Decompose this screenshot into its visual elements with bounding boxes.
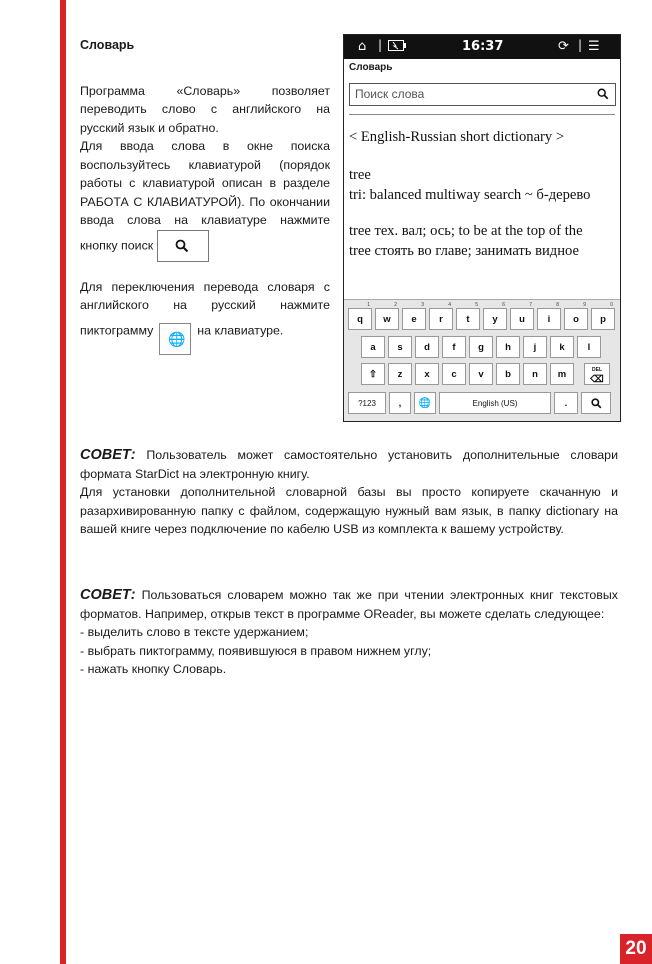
key-f[interactable]: f [442, 336, 466, 358]
divider-icon: | [378, 38, 383, 52]
keyboard-row-3 [344, 363, 620, 387]
key-number-hint: 0 [610, 302, 613, 308]
tip-label: СОВЕТ: [80, 447, 136, 463]
divider-icon-2: | [578, 38, 583, 52]
result-line: tree тех. вал; ось; to be at the top of the [349, 223, 583, 239]
intro-paragraph: Программа «Словарь» позволяет переводить слово с английского на русский язык и обратно. [80, 83, 330, 135]
keyboard-row-1 [344, 302, 620, 332]
key-c[interactable]: c [442, 363, 466, 385]
dictionary-result [344, 127, 620, 261]
key-b[interactable]: b [496, 363, 520, 385]
key-e[interactable]: 3 e [402, 308, 426, 330]
language-switch-text-end: на клавиатуре. [197, 322, 284, 337]
key-i[interactable]: 8 i [537, 308, 561, 330]
result-divider [349, 114, 615, 115]
app-title: Словарь [349, 62, 393, 73]
tip-block-2 [80, 586, 618, 679]
tip-block-1 [80, 446, 618, 539]
delete-key-label: DEL [592, 367, 602, 373]
tip-2-list-item: - выбрать пиктограмму, появившуюся в правом нижнем углу; [80, 643, 432, 658]
tip-1-paragraph [80, 446, 618, 483]
status-bar [344, 35, 620, 59]
search-icon [591, 398, 602, 409]
tip-2-list-item: - выделить слово в тексте удержанием; [80, 625, 309, 639]
page-number: 20 [620, 934, 652, 964]
key-number-hint: 5 [475, 302, 478, 308]
key-number-hint: 8 [556, 302, 559, 308]
key-w[interactable]: 2 w [375, 308, 399, 330]
key-p[interactable]: 0 p [591, 308, 615, 330]
result-line: tri: balanced multiway search ~ б-дерево [349, 187, 591, 203]
tip-1-text: Пользователь может самостоятельно установить дополнительные словари формата StarDict на электронную книгу. [80, 448, 618, 481]
key-g[interactable]: g [469, 336, 493, 358]
globe-key[interactable] [414, 392, 436, 414]
tip-2-list-item: - нажать кнопку Словарь. [80, 662, 227, 676]
symbols-key[interactable]: ?123 [348, 392, 386, 414]
key-u[interactable]: 7 u [510, 308, 534, 330]
home-icon[interactable]: ⌂ [358, 39, 367, 54]
search-key[interactable] [581, 392, 611, 414]
comma-key[interactable]: , [389, 392, 411, 414]
search-placeholder: Поиск слова [355, 87, 425, 101]
keyboard-row-4 [344, 392, 620, 416]
device-screenshot [343, 34, 621, 422]
key-number-hint: 1 [367, 302, 370, 308]
dictionary-header: < English-Russian short dictionary > [349, 129, 565, 145]
key-s[interactable]: s [388, 336, 412, 358]
search-button-illustration [157, 230, 209, 262]
left-column [80, 36, 330, 347]
key-x[interactable]: x [415, 363, 439, 385]
backspace-icon: ⌫ [590, 374, 604, 385]
globe-key-illustration [159, 323, 191, 355]
result-word: tree [349, 167, 371, 183]
tip-label: СОВЕТ: [80, 587, 136, 603]
key-j[interactable]: j [523, 336, 547, 358]
menu-icon[interactable]: ☰ [588, 39, 600, 54]
language-switch-paragraph [80, 278, 330, 347]
on-screen-keyboard [344, 299, 620, 422]
key-number-hint: 9 [583, 302, 586, 308]
key-number-hint: 4 [448, 302, 451, 308]
search-input[interactable] [349, 83, 616, 106]
key-z[interactable]: z [388, 363, 412, 385]
globe-icon: 🌐 [418, 398, 432, 409]
result-line: tree стоять во главе; занимать видное [349, 243, 579, 259]
search-icon [175, 239, 189, 253]
key-number-hint: 6 [502, 302, 505, 308]
key-number-hint: 2 [394, 302, 397, 308]
key-d[interactable]: d [415, 336, 439, 358]
search-icon [597, 88, 609, 100]
search-instruction-paragraph [80, 137, 330, 262]
clock: 16:37 [462, 39, 504, 54]
globe-icon: 🌐 [168, 330, 186, 347]
delete-key[interactable] [584, 363, 610, 385]
key-y[interactable]: 6 y [483, 308, 507, 330]
language-switch-text: Для переключения перевода словаря с английского на русский нажмите пиктограмму [80, 279, 330, 337]
key-q[interactable]: 1 q [348, 308, 372, 330]
section-title: Словарь [80, 38, 135, 52]
search-instruction-text: Для ввода слова в окне поиска воспользуйтесь клавиатурой (порядок работы с клавиатурой описан в разделе РАБОТА С КЛАВИАТУРОЙ). По окончании ввода слова на клавиатуре нажмите кнопку поиск [80, 139, 330, 252]
key-k[interactable]: k [550, 336, 574, 358]
key-v[interactable]: v [469, 363, 493, 385]
shift-key[interactable]: ⇧ [361, 363, 385, 385]
keyboard-row-2 [344, 336, 620, 360]
key-number-hint: 7 [529, 302, 532, 308]
period-key[interactable]: . [554, 392, 578, 414]
key-n[interactable]: n [523, 363, 547, 385]
key-a[interactable]: a [361, 336, 385, 358]
tip-2-text: Пользоваться словарем можно так же при чтении электронных книг текстовых форматов. Например, открыв текст в программе OReader, вы можете сделать следующее: [80, 588, 618, 621]
key-t[interactable]: 5 t [456, 308, 480, 330]
refresh-icon[interactable]: ⟳ [558, 39, 569, 54]
tip-1-paragraph-2: Для установки дополнительной словарной базы вы просто копируете скачанную и разархивированную папку с файлом, содержащую нужный вам язык, в папку dictionary на вашей книге через подключение по кабелю USB из комплекта к вашему устройству. [80, 485, 618, 536]
battery-icon [388, 40, 406, 55]
key-h[interactable]: h [496, 336, 520, 358]
tip-2-paragraph [80, 586, 618, 623]
key-l[interactable]: l [577, 336, 601, 358]
key-number-hint: 3 [421, 302, 424, 308]
red-margin-bar [60, 0, 66, 964]
key-o[interactable]: 9 o [564, 308, 588, 330]
key-r[interactable]: 4 r [429, 308, 453, 330]
key-m[interactable]: m [550, 363, 574, 385]
space-key[interactable]: English (US) [439, 392, 551, 414]
